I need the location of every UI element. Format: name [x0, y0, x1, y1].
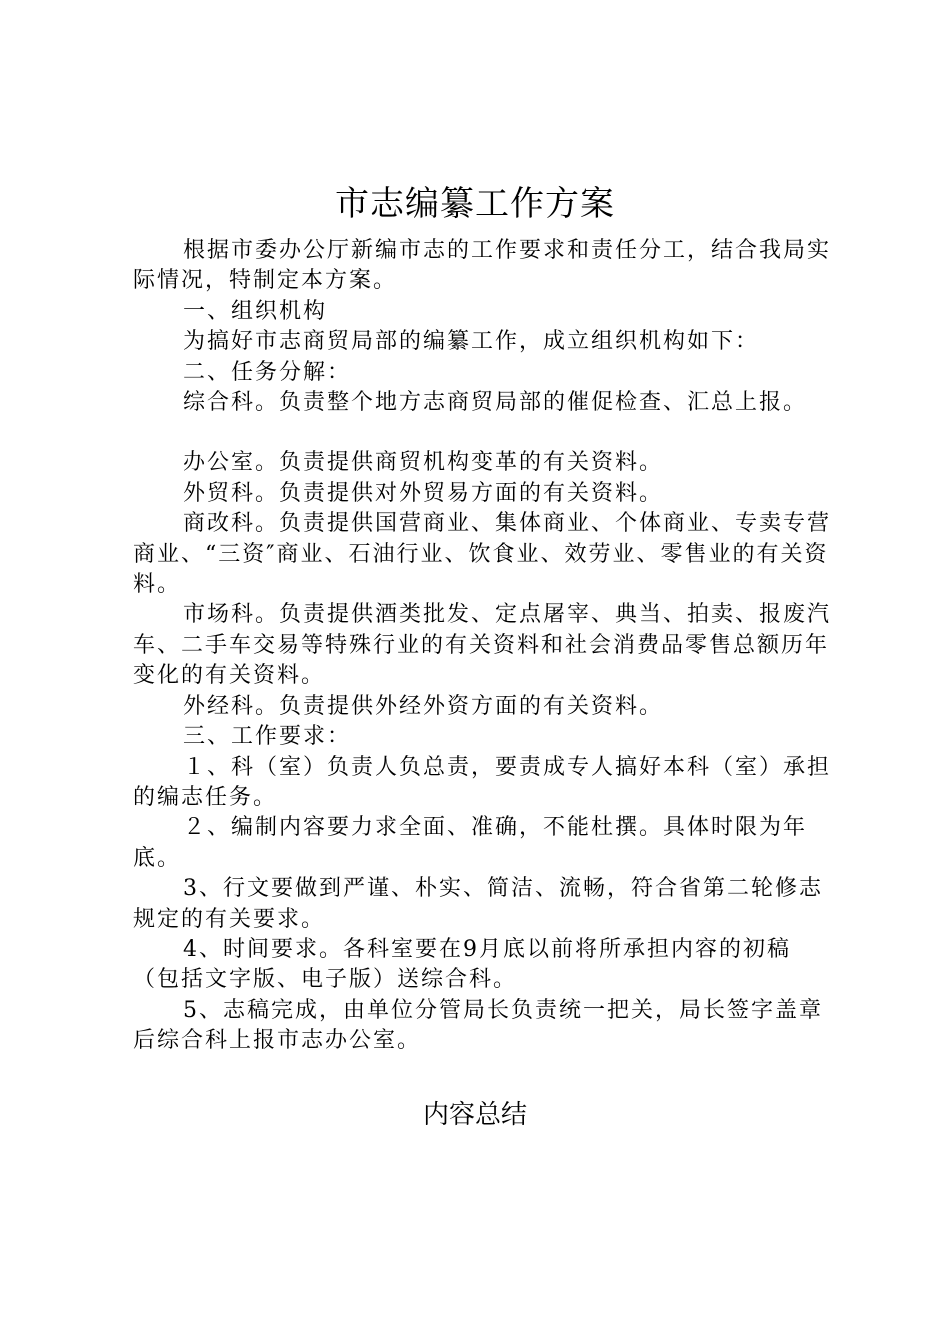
requirement-5: 5、志稿完成，由单位分管局长负责统一把关，局长签字盖章后综合科上报市志办公室。 [133, 997, 823, 1054]
document-title: 市志编纂工作方案 [335, 184, 615, 224]
requirement-1: １、科（室）负责人负总责，要责成专人搞好本科（室）承担的编志任务。 [133, 754, 832, 810]
task-foreign-trade-paragraph: 外贸科。负责提供对外贸易方面的有关资料。 [183, 480, 664, 506]
task-heading: 二、任务分解： [183, 359, 352, 385]
paragraph-spacer [133, 418, 833, 448]
requirements-heading: 三、工作要求： [183, 724, 352, 750]
org-heading: 一、组织机构 [183, 298, 328, 324]
org-text-paragraph: 为搞好市志商贸局部的编纂工作，成立组织机构如下： [183, 329, 760, 355]
task-market-paragraph: 市场科。负责提供酒类批发、定点屠宰、典当、拍卖、报废汽车、二手车交易等特殊行业的有关资料和社会消费品零售总额历年变化的有关资料。 [133, 602, 832, 689]
requirement-4: 4、时间要求。各科室要在9月底以前将所承担内容的初稿（包括文字版、电子版）送综合科。 [133, 936, 791, 993]
task-commerce-reform-paragraph: 商改科。负责提供国营商业、集体商业、个体商业、专卖专营商业、“三资″商业、石油行业、饮食业、效劳业、零售业的有关资料。 [133, 511, 832, 598]
task-foreign-economy-paragraph: 外经科。负责提供外经外资方面的有关资料。 [183, 693, 664, 719]
document-body [133, 236, 833, 1057]
requirement-2: ２、编制内容要力求全面、准确，不能杜撰。具体时限为年底。 [133, 815, 808, 871]
task-general-paragraph: 综合科。负责整个地方志商贸局部的催促检查、汇总上报。 [183, 390, 808, 416]
intro-paragraph: 根据市委办公厅新编市志的工作要求和责任分工，结合我局实际情况，特制定本方案。 [133, 238, 832, 294]
requirement-3: 3、行文要做到严谨、朴实、简洁、流畅，符合省第二轮修志规定的有关要求。 [133, 876, 823, 932]
summary-heading: 内容总结 [422, 1100, 527, 1130]
task-office-paragraph: 办公室。负责提供商贸机构变革的有关资料。 [183, 450, 664, 476]
